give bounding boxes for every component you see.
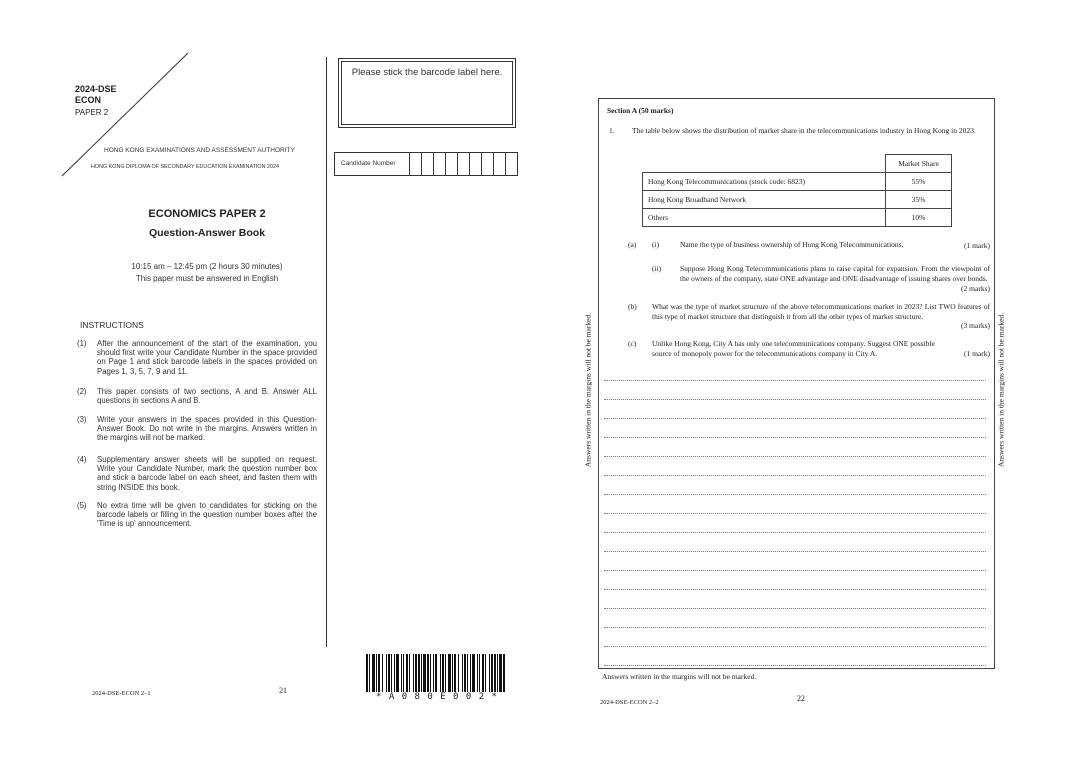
answer-line <box>604 456 986 457</box>
answer-line <box>604 646 986 647</box>
question-marks: (2 marks) <box>961 284 990 293</box>
table-header: Market Share <box>886 155 952 173</box>
answer-line <box>604 570 986 571</box>
question-number: 1. <box>609 126 615 135</box>
question-text: Name the type of business ownership of Hong Kong Telecommunications. <box>680 240 904 249</box>
instructions-heading: INSTRUCTIONS <box>80 320 144 330</box>
question-marks: (3 marks) <box>961 321 990 330</box>
answer-line <box>604 513 986 514</box>
question-marks: (1 mark) <box>963 349 990 358</box>
barcode-label-box <box>338 58 516 128</box>
subject-code: ECON <box>75 95 102 105</box>
company-name: Hong Kong Telecommunications (stock code: 6823) <box>643 173 886 191</box>
answer-line <box>604 551 986 552</box>
diagonal-line <box>0 0 330 200</box>
sub-part-label: (ii) <box>652 264 662 273</box>
page-divider <box>326 57 327 647</box>
answer-line <box>604 475 986 476</box>
barcode-prompt: Please stick the barcode label here. <box>351 67 503 78</box>
company-name: Hong Kong Broadband Network <box>643 191 886 209</box>
barcode <box>366 654 508 700</box>
margin-note-bottom: Answers written in the margins will not be marked. <box>602 672 757 681</box>
table-row <box>643 209 952 227</box>
answer-lines <box>604 362 986 666</box>
answer-line <box>604 418 986 419</box>
question-text: Suppose Hong Kong Telecommunications plans to raise capital for expansion. From the viewpoint of the owners of the company, state ONE advantage and ONE disadvantage of issuing shares over bonds. <box>680 264 990 283</box>
table-header-row <box>643 155 952 173</box>
barcode-bars <box>366 654 508 692</box>
footer-code: 2024-DSE-ECON 2–1 <box>92 690 151 697</box>
margin-note-right: Answers written in the margins will not be marked. <box>996 312 1006 468</box>
instruction-item: (3) Write your answers in the spaces provided in this Question-Answer Book. Do not write in the margins. Answers written in the margins will not be marked. <box>77 415 317 443</box>
candidate-number-cells <box>409 153 517 175</box>
footer-code: 2024-DSE-ECON 2–2 <box>600 699 659 706</box>
answer-line <box>604 627 986 628</box>
answer-line <box>604 437 986 438</box>
question-marks: (1 mark) <box>963 241 990 250</box>
company-name: Others <box>643 209 886 227</box>
answer-line <box>604 399 986 400</box>
market-share-table <box>642 154 952 227</box>
part-label: (c) <box>628 339 637 348</box>
candidate-number-box <box>334 152 518 176</box>
authority-name: HONG KONG EXAMINATIONS AND ASSESSMENT AUTHORITY <box>104 147 295 154</box>
paper-title: ECONOMICS PAPER 2 <box>148 208 266 220</box>
section-heading: Section A (50 marks) <box>607 106 674 115</box>
paper-label: PAPER 2 <box>75 108 109 117</box>
page-number: 22 <box>797 694 805 703</box>
margin-note-left: Answers written in the margins will not be marked. <box>583 312 593 468</box>
part-label: (b) <box>628 302 637 311</box>
instruction-item: (1) After the announcement of the start of the examination, you should first write your Candidate Number in the space provided on Page 1 and stick barcode labels in the spaces provided on Pages 1, 3, 5, 7, 9 and 11. <box>77 339 317 376</box>
exam-language: This paper must be answered in English <box>135 274 279 283</box>
instruction-item: (2) This paper consists of two sections, A and B. Answer ALL questions in sections A and B. <box>77 387 317 406</box>
answer-line <box>604 608 986 609</box>
paper-subtitle: Question-Answer Book <box>148 227 266 239</box>
answer-line <box>604 494 986 495</box>
table-row <box>643 191 952 209</box>
instruction-item: (5) No extra time will be given to candidates for sticking on the barcode labels or filling in the question number boxes after the 'Time is up' announcement. <box>77 501 317 529</box>
market-share-value: 10% <box>886 209 952 227</box>
sub-part-label: (i) <box>652 240 660 249</box>
question-text: Unlike Hong Kong, City A has only one telecommunications company. Suggest ONE possible source of monopoly power for the telecommunications company in City A. <box>652 339 935 358</box>
answer-line <box>604 532 986 533</box>
diploma-name: HONG KONG DIPLOMA OF SECONDARY EDUCATION EXAMINATION 2024 <box>91 164 280 170</box>
barcode-text: * A 0 8 0 E 0 0 2 * <box>376 692 498 702</box>
exam-time: 10:15 am – 12:45 pm (2 hours 30 minutes) <box>131 262 283 271</box>
table-row <box>643 173 952 191</box>
part-label: (a) <box>628 240 637 249</box>
answer-line <box>604 380 986 381</box>
instruction-item: (4) Supplementary answer sheets will be supplied on request. Write your Candidate Number, mark the question number box and stick a barcode label on each sheet, and fasten them with string INSIDE this book. <box>77 455 317 492</box>
question-intro: The table below shows the distribution of market share in the telecommunications industry in Hong Kong in 2023. <box>632 126 976 135</box>
page-number: 21 <box>279 686 287 695</box>
market-share-value: 55% <box>886 173 952 191</box>
question-text: What was the type of market structure of the above telecommunications market in 2023? List TWO features of this type of market structure that distinguish it from all the other types of market structure. <box>652 302 990 321</box>
answer-line <box>604 589 986 590</box>
exam-code: 2024-DSE <box>75 84 117 94</box>
market-share-value: 35% <box>886 191 952 209</box>
answer-line <box>604 665 986 666</box>
candidate-number-label: Candidate Number <box>341 160 396 167</box>
